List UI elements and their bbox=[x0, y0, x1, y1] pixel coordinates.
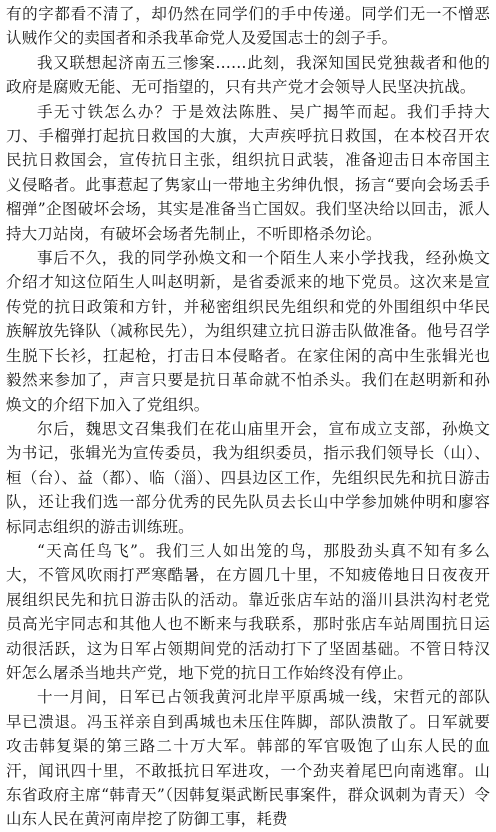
paragraph-3: 手无寸铁怎么办？于是效法陈胜、吴广揭竿而起。我们手持大刀、手榴弹打起抗日救国的大旗，大声疾呼抗日救国，在本校召开农民抗日救国会，宣传抗日主张，组织抗日武装，准备迎击日本帝国主义侵略者。此事惹起了隽家山一带地主劣绅仇恨，扬言“要向会场丢手榴弹”企图破坏会场，其实是准备当亡国奴。我们坚决给以回击，派人持大刀站岗，有破坏会场者先制止，不听即格杀勿论。 bbox=[6, 102, 490, 243]
paragraph-7: 十一月间，日军已占领我黄河北岸平原禹城一线，宋哲元的部队早已溃退。冯玉祥亲自到禹城也未压住阵脚，部队溃散了。日军就要攻击韩复渠的第三路二十万大军。韩部的军官吸饱了山东人民的血汗，闻讯四十里，不敢抵抗日军进攻，一个劲夹着尾巴向南逃窜。山东省政府主席“韩青天”（因韩复渠武断民事案件，群众讽刺为青天）令山东人民在黄河南岸挖了防御工事，耗费 bbox=[6, 688, 490, 829]
paragraph-1: 有的字都看不清了，却仍然在同学们的手中传递。同学们无一不憎恶认贼作父的卖国者和杀我革命党人及爱国志士的刽子手。 bbox=[6, 5, 490, 48]
paragraph-5: 尔后，魏思文召集我们在花山庙里开会，宣布成立支部，孙焕文为书记，张辑光为宣传委员，我为组织委员，指示我们领导长（山）、桓（台）、益（都）、临（淄）、四县边区工作，先组织民先和抗日游击队，还让我们选一部分优秀的民先队员去长山中学参加姚仲明和廖容标同志组织的游击训练班。 bbox=[6, 419, 490, 536]
paragraph-6: “天高任鸟飞”。我们三人如出笼的鸟，那股劲头真不知有多么大，不管风吹雨打严寒酷暑，在方圆几十里，不知疲倦地日日夜夜开展组织民先和抗日游击队的活动。靠近张店车站的淄川县洪沟村老党员高光宇同志和其他人也不断来与我联系，那时张店车站周围抗日运动很活跃，这为日军占领期间党的活动打下了坚固基础。不管日特汉奸怎么屠杀当地共产党，地下党的抗日工作始终没有停止。 bbox=[6, 541, 490, 682]
paragraph-4: 事后不久，我的同学孙焕文和一个陌生人来小学找我，经孙焕文介绍才知这位陌生人叫赵明新，是省委派来的地下党员。这次来是宣传党的抗日政策和方针，并秘密组织民先组织和党的外围组织中华民族解放先锋队（减称民先），为组织建立抗日游击队做准备。他号召学生脱下长衫，扛起枪，打击日本侵略者。在家住闲的高中生张辑光也毅然来参加了，声言只要是抗日革命就不怕杀头。我们在赵明新和孙焕文的介绍下加入了党组织。 bbox=[6, 249, 490, 414]
paragraph-2: 我又联想起济南五三惨案……此刻，我深知国民党独裁者和他的政府是腐败无能、无可指望的，只有共产党才会领导人民坚决抗战。 bbox=[6, 53, 490, 97]
document-page bbox=[6, 2, 490, 829]
